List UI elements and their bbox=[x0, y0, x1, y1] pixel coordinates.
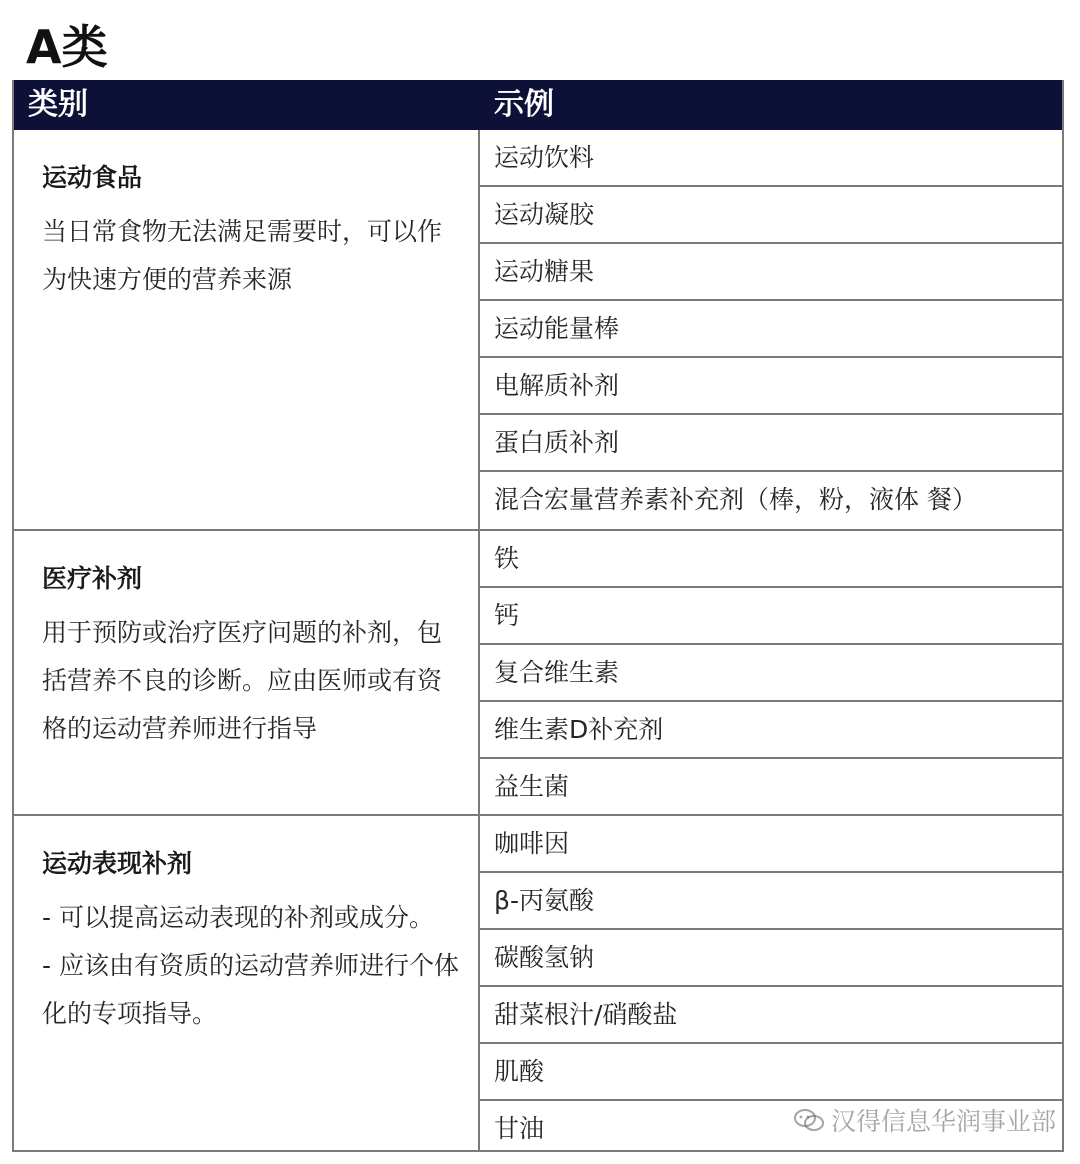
group-medical-supplements bbox=[14, 529, 1062, 814]
examples-list bbox=[480, 531, 1062, 814]
group-title: 运动表现补剂 bbox=[42, 849, 193, 878]
group-sports-food bbox=[14, 130, 1062, 529]
example-row: 运动凝胶 bbox=[480, 187, 1062, 244]
example-row: 维生素D补充剂 bbox=[480, 702, 1062, 759]
example-row: 混合宏量营养素补充剂（棒，粉，液体 餐） bbox=[494, 485, 977, 514]
group-description-line: - 应该由有资质的运动营养师进行个体化的专项指导。 bbox=[42, 951, 459, 1028]
example-row: 益生菌 bbox=[494, 772, 570, 801]
example-row: 铁 bbox=[480, 531, 1062, 588]
example-row: 蛋白质补剂 bbox=[480, 415, 1062, 472]
wechat-icon bbox=[793, 1107, 825, 1133]
page-title: A类 bbox=[26, 20, 108, 74]
group-performance-supplements bbox=[14, 814, 1062, 1150]
example-row: 复合维生素 bbox=[480, 645, 1062, 702]
supplement-table bbox=[12, 80, 1064, 1152]
example-row: 甜菜根汁/硝酸盐 bbox=[480, 987, 1062, 1044]
example-row: 碳酸氢钠 bbox=[480, 930, 1062, 987]
group-description-cell bbox=[14, 130, 480, 529]
group-description-cell bbox=[14, 531, 480, 814]
example-row: 运动能量棒 bbox=[480, 301, 1062, 358]
example-row: 运动饮料 bbox=[480, 130, 1062, 187]
table-header bbox=[14, 80, 1062, 130]
group-description: 用于预防或治疗医疗问题的补剂，包括营养不良的诊断。应由医师或有资格的运动营养师进行指导 bbox=[42, 618, 443, 743]
example-row: 电解质补剂 bbox=[480, 358, 1062, 415]
example-row: 钙 bbox=[480, 588, 1062, 645]
examples-list bbox=[480, 816, 1062, 1150]
example-row: 甘油 bbox=[494, 1114, 545, 1143]
watermark bbox=[793, 1102, 1056, 1138]
group-description-line: - 可以提高运动表现的补剂或成分。 bbox=[42, 903, 434, 932]
group-description: 当日常食物无法满足需要时，可以作为快速方便的营养来源 bbox=[42, 217, 443, 294]
group-title: 运动食品 bbox=[42, 163, 143, 192]
header-category: 类别 bbox=[28, 87, 88, 122]
group-title: 医疗补剂 bbox=[42, 564, 143, 593]
example-row: β-丙氨酸 bbox=[480, 873, 1062, 930]
example-row: 肌酸 bbox=[480, 1044, 1062, 1101]
example-row: 咖啡因 bbox=[480, 816, 1062, 873]
watermark-text: 汉得信息华润事业部 bbox=[830, 1107, 1056, 1136]
examples-list bbox=[480, 130, 1062, 529]
group-description-cell bbox=[14, 816, 480, 1150]
header-examples: 示例 bbox=[494, 87, 554, 122]
example-row: 运动糖果 bbox=[480, 244, 1062, 301]
